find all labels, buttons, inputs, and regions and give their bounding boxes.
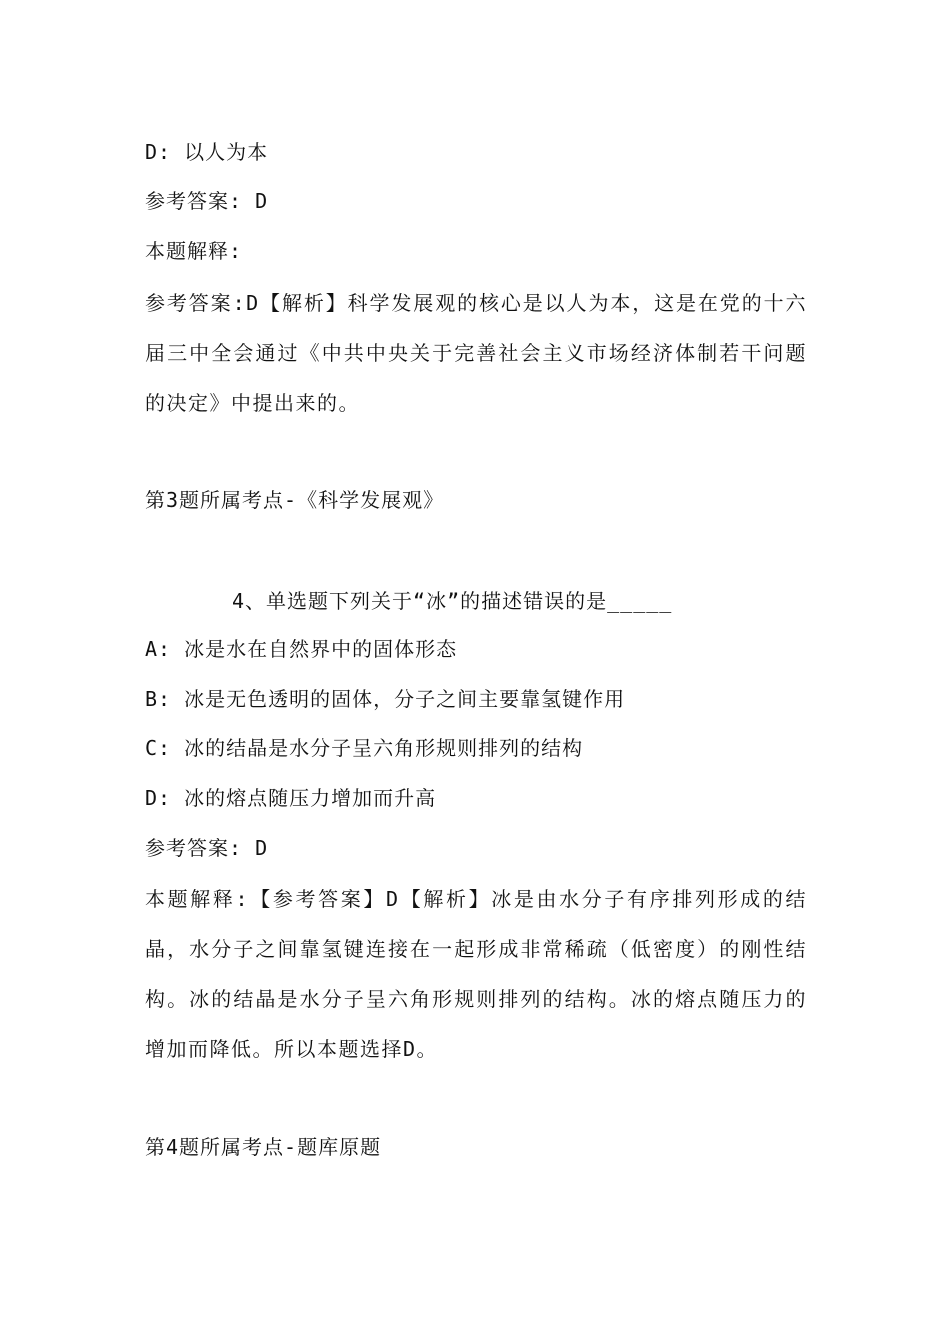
q4-option-c: C: 冰的结晶是水分子呈六角形规则排列的结构 xyxy=(145,736,584,760)
q4-topic: 第4题所属考点-题库原题 xyxy=(145,1135,382,1159)
q4-option-b: B: 冰是无色透明的固体，分子之间主要靠氢键作用 xyxy=(145,687,626,711)
q3-explanation-label: 本题解释: xyxy=(145,239,243,263)
q4-answer: 参考答案: D xyxy=(145,836,269,860)
q3-option-d: D: 以人为本 xyxy=(145,140,269,164)
q3-explanation-text: 参考答案:D【解析】科学发展观的核心是以人为本，这是在党的十六届三中全会通过《中共中央关于完善社会主义市场经济体制若干问题的决定》中提出来的。 xyxy=(145,291,807,415)
q3-topic: 第3题所属考点-《科学发展观》 xyxy=(145,488,445,512)
q3-answer: 参考答案: D xyxy=(145,189,269,213)
q4-option-a: A: 冰是水在自然界中的固体形态 xyxy=(145,637,458,661)
q4-explanation-text: 本题解释:【参考答案】D【解析】冰是由水分子有序排列形成的结晶，水分子之间靠氢键连接在一起形成非常稀疏（低密度）的刚性结构。冰的结晶是水分子呈六角形规则排列的结构。冰的熔点随压力的增加而降低。所以本题选择D。 xyxy=(145,887,807,1061)
q4-question-stem: 4、单选题下列关于“冰”的描述错误的是_____ xyxy=(232,589,673,613)
q4-option-d: D: 冰的熔点随压力增加而升高 xyxy=(145,786,437,810)
